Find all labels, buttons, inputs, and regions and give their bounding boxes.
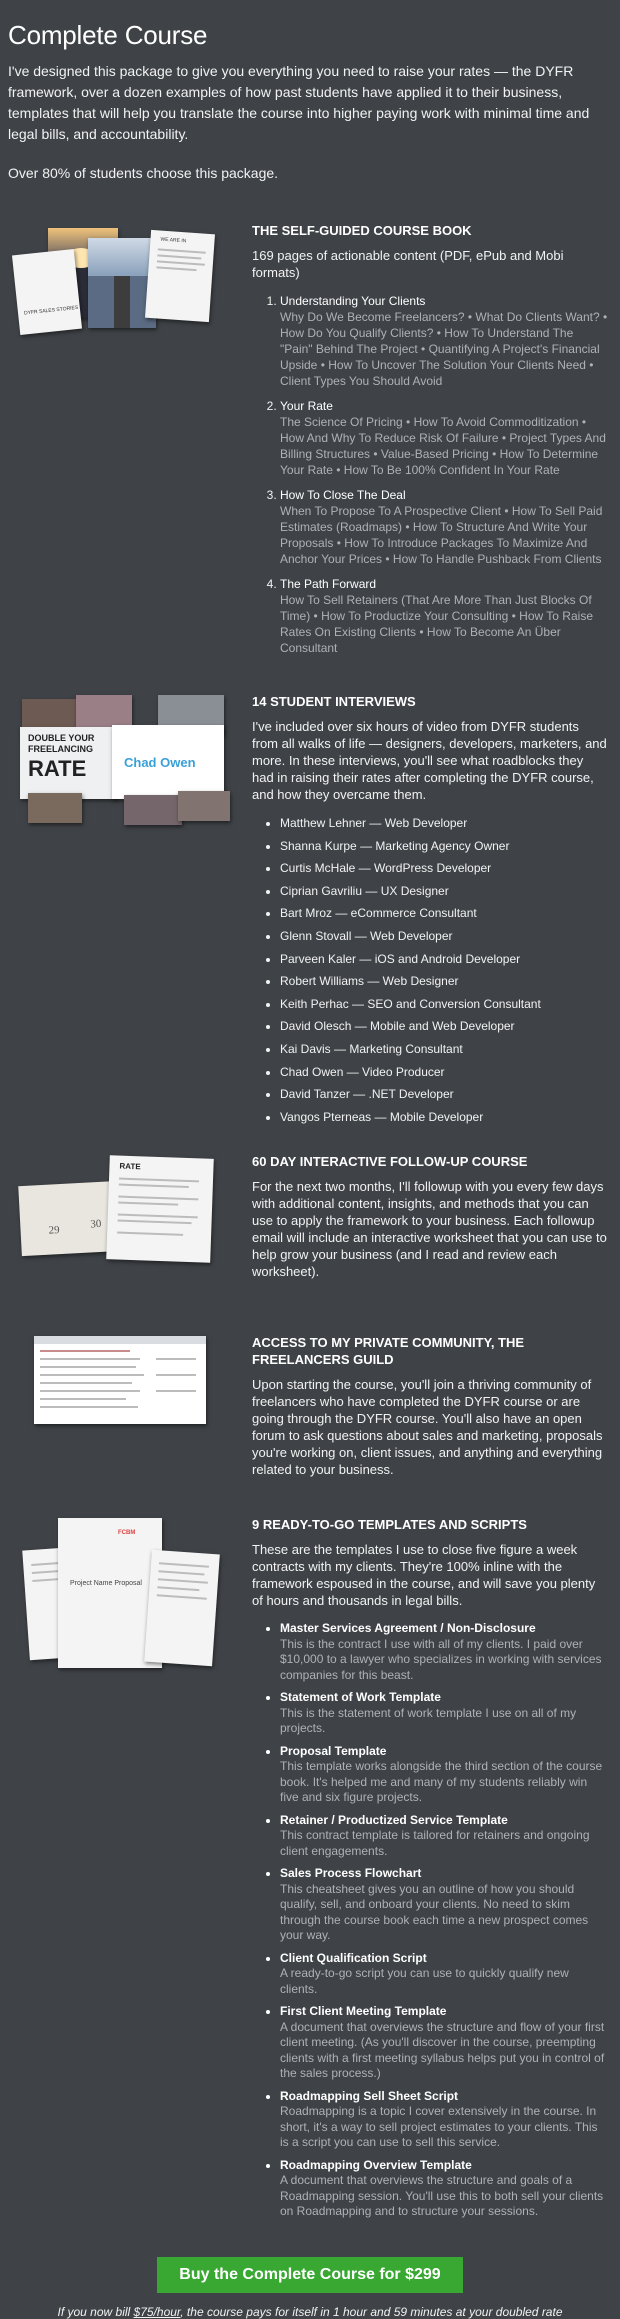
interview-item: • Curtis McHale — WordPress Developer: [280, 860, 608, 876]
chapter-item: [280, 398, 608, 478]
thumb-text: RATE: [119, 1161, 141, 1172]
chapter-name: How To Close The Deal: [280, 488, 406, 502]
template-name: • Sales Process Flowchart: [280, 1866, 422, 1881]
chapter-topics: The Science Of Pricing • How To Avoid Commoditization • How And Why To Reduce Risk Of Failure • Project Types And Billing Structures • Value-Based Pricing • How To Determine Your Rate • How To Be 100% Confident In Your Rate: [280, 415, 606, 477]
chapter-name: The Path Forward: [280, 577, 377, 591]
section-description: Upon starting the course, you'll join a thriving community of freelancers who have completed the DYFR course or are going through the DYFR course. You'll also have an open forum to ask questions about sales and marketing, proposals you're working on, client issues, and anything and everything related to your business.: [252, 1377, 603, 1478]
template-description: A document that overviews the structure and goals of a Roadmapping session. You'll use this to both sell your clients on Roadmapping and to structure your sessions.: [280, 2173, 604, 2219]
template-item: [280, 1690, 608, 1737]
cta-area: [8, 2227, 612, 2319]
section-title: 14 STUDENT INTERVIEWS: [252, 694, 416, 709]
section-description: I've included over six hours of video from DYFR students from all walks of life — designers, developers, marketers, and more. In these interviews, you'll see what roadblocks they had in raising their rates after completing the DYFR course, and how they overcame them.: [252, 719, 607, 802]
chapter-item: [280, 487, 608, 567]
template-description: This is the contract I use with all of my clients. I paid over $10,000 to a lawyer who specializes in working with services companies for this beast.: [280, 1636, 602, 1682]
chapter-topics: Why Do We Become Freelancers? • What Do Clients Want? • How Do You Qualify Clients? • How To Understand The "Pain" Behind The Project • Quantifying A Project's Financial Upside • How To Uncover The Solution Your Clients Need • Client Types You Should Avoid: [280, 310, 608, 388]
template-name: • Master Services Agreement / Non-Disclosure: [280, 1621, 536, 1636]
interview-item: • Matthew Lehner — Web Developer: [280, 815, 608, 831]
followup-details: [252, 1153, 612, 1292]
template-item: [280, 1951, 608, 1998]
section-title: 60 DAY INTERACTIVE FOLLOW-UP COURSE: [252, 1154, 528, 1170]
interview-item: • Kai Davis — Marketing Consultant: [280, 1041, 608, 1057]
section-description: These are the templates I use to close five figure a week contracts with my clients. They're 100% inline with the framework espoused in the course, and will save you plenty of hours and thousands in legal bills.: [252, 1542, 596, 1609]
template-list: [252, 1621, 608, 2220]
chapter-item: [280, 293, 608, 389]
section-templates: [8, 1490, 612, 2227]
section-followup: [8, 1131, 612, 1292]
template-name: • Roadmapping Sell Sheet Script: [280, 2088, 459, 2103]
intro-paragraph: I've designed this package to give you everything you need to raise your rates — the DYFR framework, over a dozen examples of how past students have applied it to their business, templates that will help you translate the course into higher paying work with minimal time and legal bills, and accountability.: [8, 63, 590, 142]
intro-stat: Over 80% of students choose this package.: [8, 165, 279, 181]
chapter-name: Understanding Your Clients: [280, 294, 426, 308]
chapter-item: [280, 576, 608, 656]
interviews-image: [8, 693, 252, 1131]
page-title: Complete Course: [8, 20, 208, 50]
interview-item: • Keith Perhac — SEO and Conversion Consultant: [280, 996, 608, 1012]
template-description: A ready-to-go script you can use to quickly qualify new clients.: [280, 1966, 569, 1996]
buy-complete-course-button[interactable]: Buy the Complete Course for $299: [157, 2257, 462, 2293]
template-item: [280, 1621, 608, 1683]
followup-image: [8, 1153, 252, 1292]
course-book-details: [252, 222, 612, 665]
template-name: • Client Qualification Script: [280, 1950, 427, 1965]
template-item: [280, 2004, 608, 2082]
footnote-prefix: If you now bill: [57, 2304, 134, 2319]
template-item: [280, 2089, 608, 2151]
thumb-text: FREELANCING: [28, 744, 93, 754]
interview-item: • Chad Owen — Video Producer: [280, 1064, 608, 1080]
template-description: This contract template is tailored for retainers and ongoing client engagements.: [280, 1828, 590, 1858]
thumb-text: RATE: [28, 756, 87, 781]
template-name: • First Client Meeting Template: [280, 2004, 447, 2019]
template-description: This template works alongside the third section of the course book. It's helped me and many of my students reliably win five and six figure projects.: [280, 1759, 603, 1805]
template-item: [280, 2158, 608, 2220]
templates-details: [252, 1516, 612, 2227]
template-name: • Retainer / Productized Service Template: [280, 1812, 508, 1827]
footnote-suffix: , the course pays for itself in 1 hour and 59 minutes at your doubled rate: [180, 2304, 563, 2319]
section-course-book: [8, 202, 612, 665]
intro: [8, 61, 612, 184]
template-description: A document that overviews the structure and flow of your first client meeting. (As you'll discover in the course, preempting clients with a first meeting syllabus helps put you in control of the sales process.): [280, 2019, 605, 2081]
thumb-text: DYFR SALES STORIES: [23, 304, 79, 317]
price-justification: [8, 2305, 612, 2319]
thumb-text: DOUBLE YOUR: [28, 733, 95, 743]
interview-item: • Parveen Kaler — iOS and Android Developer: [280, 951, 608, 967]
template-item: [280, 1744, 608, 1806]
community-image: [8, 1334, 252, 1490]
interview-item: • Shanna Kurpe — Marketing Agency Owner: [280, 838, 608, 854]
interview-item: • Glenn Stovall — Web Developer: [280, 928, 608, 944]
interviews-details: [252, 693, 612, 1131]
section-title: THE SELF-GUIDED COURSE BOOK: [252, 223, 472, 238]
hourly-rate-link[interactable]: $75/hour: [133, 2304, 181, 2319]
interview-item: • Bart Mroz — eCommerce Consultant: [280, 905, 608, 921]
template-name: • Roadmapping Overview Template: [280, 2157, 472, 2172]
interview-item: • David Tanzer — .NET Developer: [280, 1086, 608, 1102]
chapter-name: Your Rate: [280, 399, 333, 413]
section-title: 9 READY-TO-GO TEMPLATES AND SCRIPTS: [252, 1517, 527, 1533]
interview-item: • David Olesch — Mobile and Web Developer: [280, 1018, 608, 1034]
thumb-text: FCBM: [118, 1530, 136, 1537]
course-book-image: [8, 222, 252, 665]
chapter-list: [252, 293, 608, 656]
template-description: This cheatsheet gives you an outline of how you should qualify, sell, and onboard your clients. No need to skim through the course book each time a new prospect comes your way.: [280, 1881, 589, 1943]
section-community: [8, 1292, 612, 1490]
template-item: [280, 1813, 608, 1860]
thumb-text: 29: [48, 1224, 60, 1237]
interview-item: • Ciprian Gavriliu — UX Designer: [280, 883, 608, 899]
section-description: For the next two months, I'll followup with you every few days with additional content, insights, and methods that you can use to apply the framework to your business. Each followup email will include an interactive worksheet that you can use to help grow your business (and I read and review each worksheet).: [252, 1179, 607, 1280]
chapter-topics: When To Propose To A Prospective Client • How To Sell Paid Estimates (Roadmaps) • How To Structure And Write Your Proposals • How To Introduce Packages To Maximize And Anchor Your Prices • How To Handle Pushback From Clients: [280, 504, 603, 566]
template-item: [280, 1866, 608, 1944]
templates-image: [8, 1516, 252, 2227]
template-name: • Statement of Work Template: [280, 1690, 441, 1705]
thumb-text: WE ARE IN: [160, 236, 187, 245]
interview-item: • Vangos Pterneas — Mobile Developer: [280, 1109, 608, 1125]
template-description: Roadmapping is a topic I cover extensively in the course. In short, it's a way to sell project estimates to your clients. This is a script you can use to sell this service.: [280, 2104, 598, 2150]
template-description: This is the statement of work template I use on all of my projects.: [280, 1705, 577, 1736]
community-details: [252, 1334, 612, 1490]
section-description: 169 pages of actionable content (PDF, ePub and Mobi formats): [252, 248, 564, 280]
interview-item: • Robert Williams — Web Designer: [280, 973, 608, 989]
template-name: • Proposal Template: [280, 1743, 387, 1758]
section-title: ACCESS TO MY PRIVATE COMMUNITY, THE FREELANCERS GUILD: [252, 1335, 525, 1368]
section-interviews: [8, 665, 612, 1131]
chapter-topics: How To Sell Retainers (That Are More Than Just Blocks Of Time) • How To Productize Your Consulting • How To Raise Rates On Existing Clients • How To Become An Über Consultant: [280, 593, 593, 655]
thumb-text: Chad Owen: [124, 755, 196, 770]
thumb-text: Project Name Proposal: [70, 1580, 142, 1588]
interview-list: [252, 815, 608, 1125]
thumb-text: 30: [90, 1218, 102, 1231]
